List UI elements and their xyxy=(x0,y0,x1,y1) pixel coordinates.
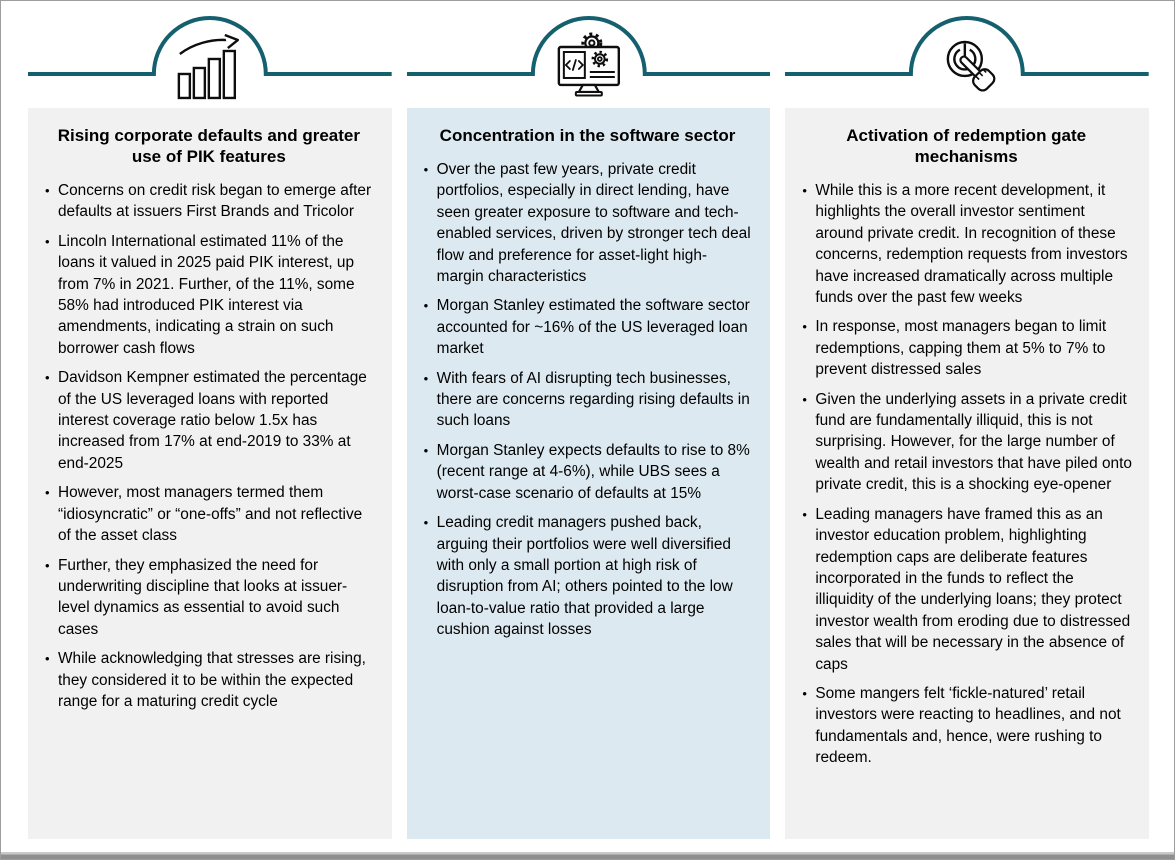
bullet-text: With fears of AI disrupting tech businesses, there are concerns regarding rising defaults in such loans xyxy=(436,369,750,430)
bullet-text: While acknowledging that stresses are rising, they considered it to be within the expected range for a maturing credit cycle xyxy=(58,650,366,710)
column-software-concentration xyxy=(407,1,771,839)
column-header-arc xyxy=(785,1,1149,108)
column-title: Rising corporate defaults and greater use of PIK features xyxy=(57,126,360,166)
bullet-marker: • xyxy=(45,370,50,386)
bullet-marker: • xyxy=(45,557,50,573)
bullet-text: Lincoln International estimated 11% of the loans it valued in 2025 paid PIK interest, up from 7% in 2021. Further, of the 11%, some 58% had introduced PIK interest via amendments, indicating a strain on such borrower cash flows xyxy=(58,232,355,357)
bullet-text: Leading managers have framed this as an investor education problem, highlighting redemption caps are deliberate features incorporated in the funds to reflect the illiquidity of the underlying loans; they protect investor wealth from eroding due to distressed sales that will be necessary in the absence of caps xyxy=(815,505,1131,673)
arc-divider xyxy=(785,1,1149,108)
column-panel xyxy=(28,108,392,839)
bullet-text: Leading credit managers pushed back, arguing their portfolios were well diversified with only a small portion at high risk of disruption from AI; others pointed to the low loan-to-value ratio that provided a large cushion against losses xyxy=(436,514,733,639)
column-panel xyxy=(407,108,771,839)
bullet-text: Concerns on credit risk began to emerge after defaults at issuers First Brands and Tricolor xyxy=(58,182,372,221)
column-title: Concentration in the software sector xyxy=(439,126,736,145)
bullet-text: Further, they emphasized the need for underwriting discipline that looks at issuer-level dynamics as essential to avoid such cases xyxy=(58,556,348,638)
bottom-edge-bar xyxy=(1,852,1174,859)
bullet-text: While this is a more recent development, it highlights the overall investor sentiment around private credit. In recognition of these concerns, redemption requests from investors have increased dramatically across multiple funds over the past few weeks xyxy=(815,182,1128,307)
bullet-item xyxy=(800,180,1132,308)
bullet-marker: • xyxy=(45,651,50,667)
column-rising-defaults xyxy=(28,1,392,839)
bullet-item xyxy=(43,648,375,712)
column-panel xyxy=(785,108,1149,839)
bullet-item xyxy=(800,683,1132,769)
bullet-item xyxy=(800,504,1132,675)
bullet-marker: • xyxy=(423,515,429,531)
arc-divider xyxy=(407,1,771,108)
bullet-marker: • xyxy=(802,685,807,701)
column-title: Activation of redemption gate mechanisms xyxy=(846,126,1087,166)
bullet-text: Morgan Stanley expects defaults to rise to 8% (recent range at 4-6%), while UBS sees a worst-case scenario of defaults at 15% xyxy=(436,441,750,502)
bullet-text: Morgan Stanley estimated the software sector accounted for ~16% of the US leveraged loan market xyxy=(436,297,750,358)
bullet-item xyxy=(422,159,754,287)
bullet-text: However, most managers termed them “idiosyncratic” or “one-offs” and not reflective of the asset class xyxy=(58,484,363,545)
bullet-item xyxy=(43,555,375,641)
bullet-marker: • xyxy=(423,162,429,177)
bullet-item xyxy=(800,316,1132,380)
column-header-arc xyxy=(28,1,392,108)
bullet-marker: • xyxy=(423,298,429,314)
bullet-text: Over the past few years, private credit portfolios, especially in direct lending, have seen greater exposure to software and tech-enabled services, driven by stronger tech deal flow and preference for asset-light high-margin characteristics xyxy=(436,161,751,286)
rising-bar-chart-icon xyxy=(179,35,238,98)
bullet-marker: • xyxy=(45,233,50,249)
bullet-text: Davidson Kempner estimated the percentage of the US leveraged loans with reported interest coverage ratio below 1.5x has increased from 17% at end-2019 to 33% at end-2025 xyxy=(58,369,367,472)
bullet-item xyxy=(43,482,375,546)
bullet-item xyxy=(422,440,754,504)
three-column-layout xyxy=(1,1,1174,839)
bullet-item xyxy=(43,367,375,474)
bullet-marker: • xyxy=(45,485,50,501)
arc-divider xyxy=(28,1,392,108)
bullet-marker: • xyxy=(423,370,429,386)
bullet-item xyxy=(422,512,754,640)
bullet-text: Given the underlying assets in a private credit fund are fundamentally illiquid, this is not surprising. However, for the large number of wealth and retail investors that have piled onto private credit, this is a shocking eye-opener xyxy=(815,390,1132,494)
bullet-list xyxy=(422,159,754,641)
bullet-marker: • xyxy=(802,183,807,198)
bullet-item xyxy=(422,295,754,359)
bullet-marker: • xyxy=(45,183,50,198)
bullet-list xyxy=(43,180,375,712)
bullet-list xyxy=(800,180,1132,769)
bullet-text: Some mangers felt ‘fickle-natured’ retail investors were reacting to headlines, and not fundamentals and, hence, were rushing to redeem. xyxy=(815,684,1121,767)
bullet-marker: • xyxy=(802,506,807,522)
bullet-item xyxy=(43,180,375,223)
bullet-marker: • xyxy=(802,391,807,407)
software-monitor-icon xyxy=(559,34,619,95)
column-redemption-gates xyxy=(785,1,1149,839)
bullet-marker: • xyxy=(802,319,807,335)
bullet-marker: • xyxy=(423,442,429,458)
bullet-item xyxy=(800,389,1132,496)
bullet-item xyxy=(422,368,754,432)
power-button-hand-icon xyxy=(948,42,997,93)
bullet-item xyxy=(43,231,375,359)
column-header-arc xyxy=(407,1,771,108)
bullet-text: In response, most managers began to limit redemptions, capping them at 5% to 7% to prevent distressed sales xyxy=(815,318,1107,379)
